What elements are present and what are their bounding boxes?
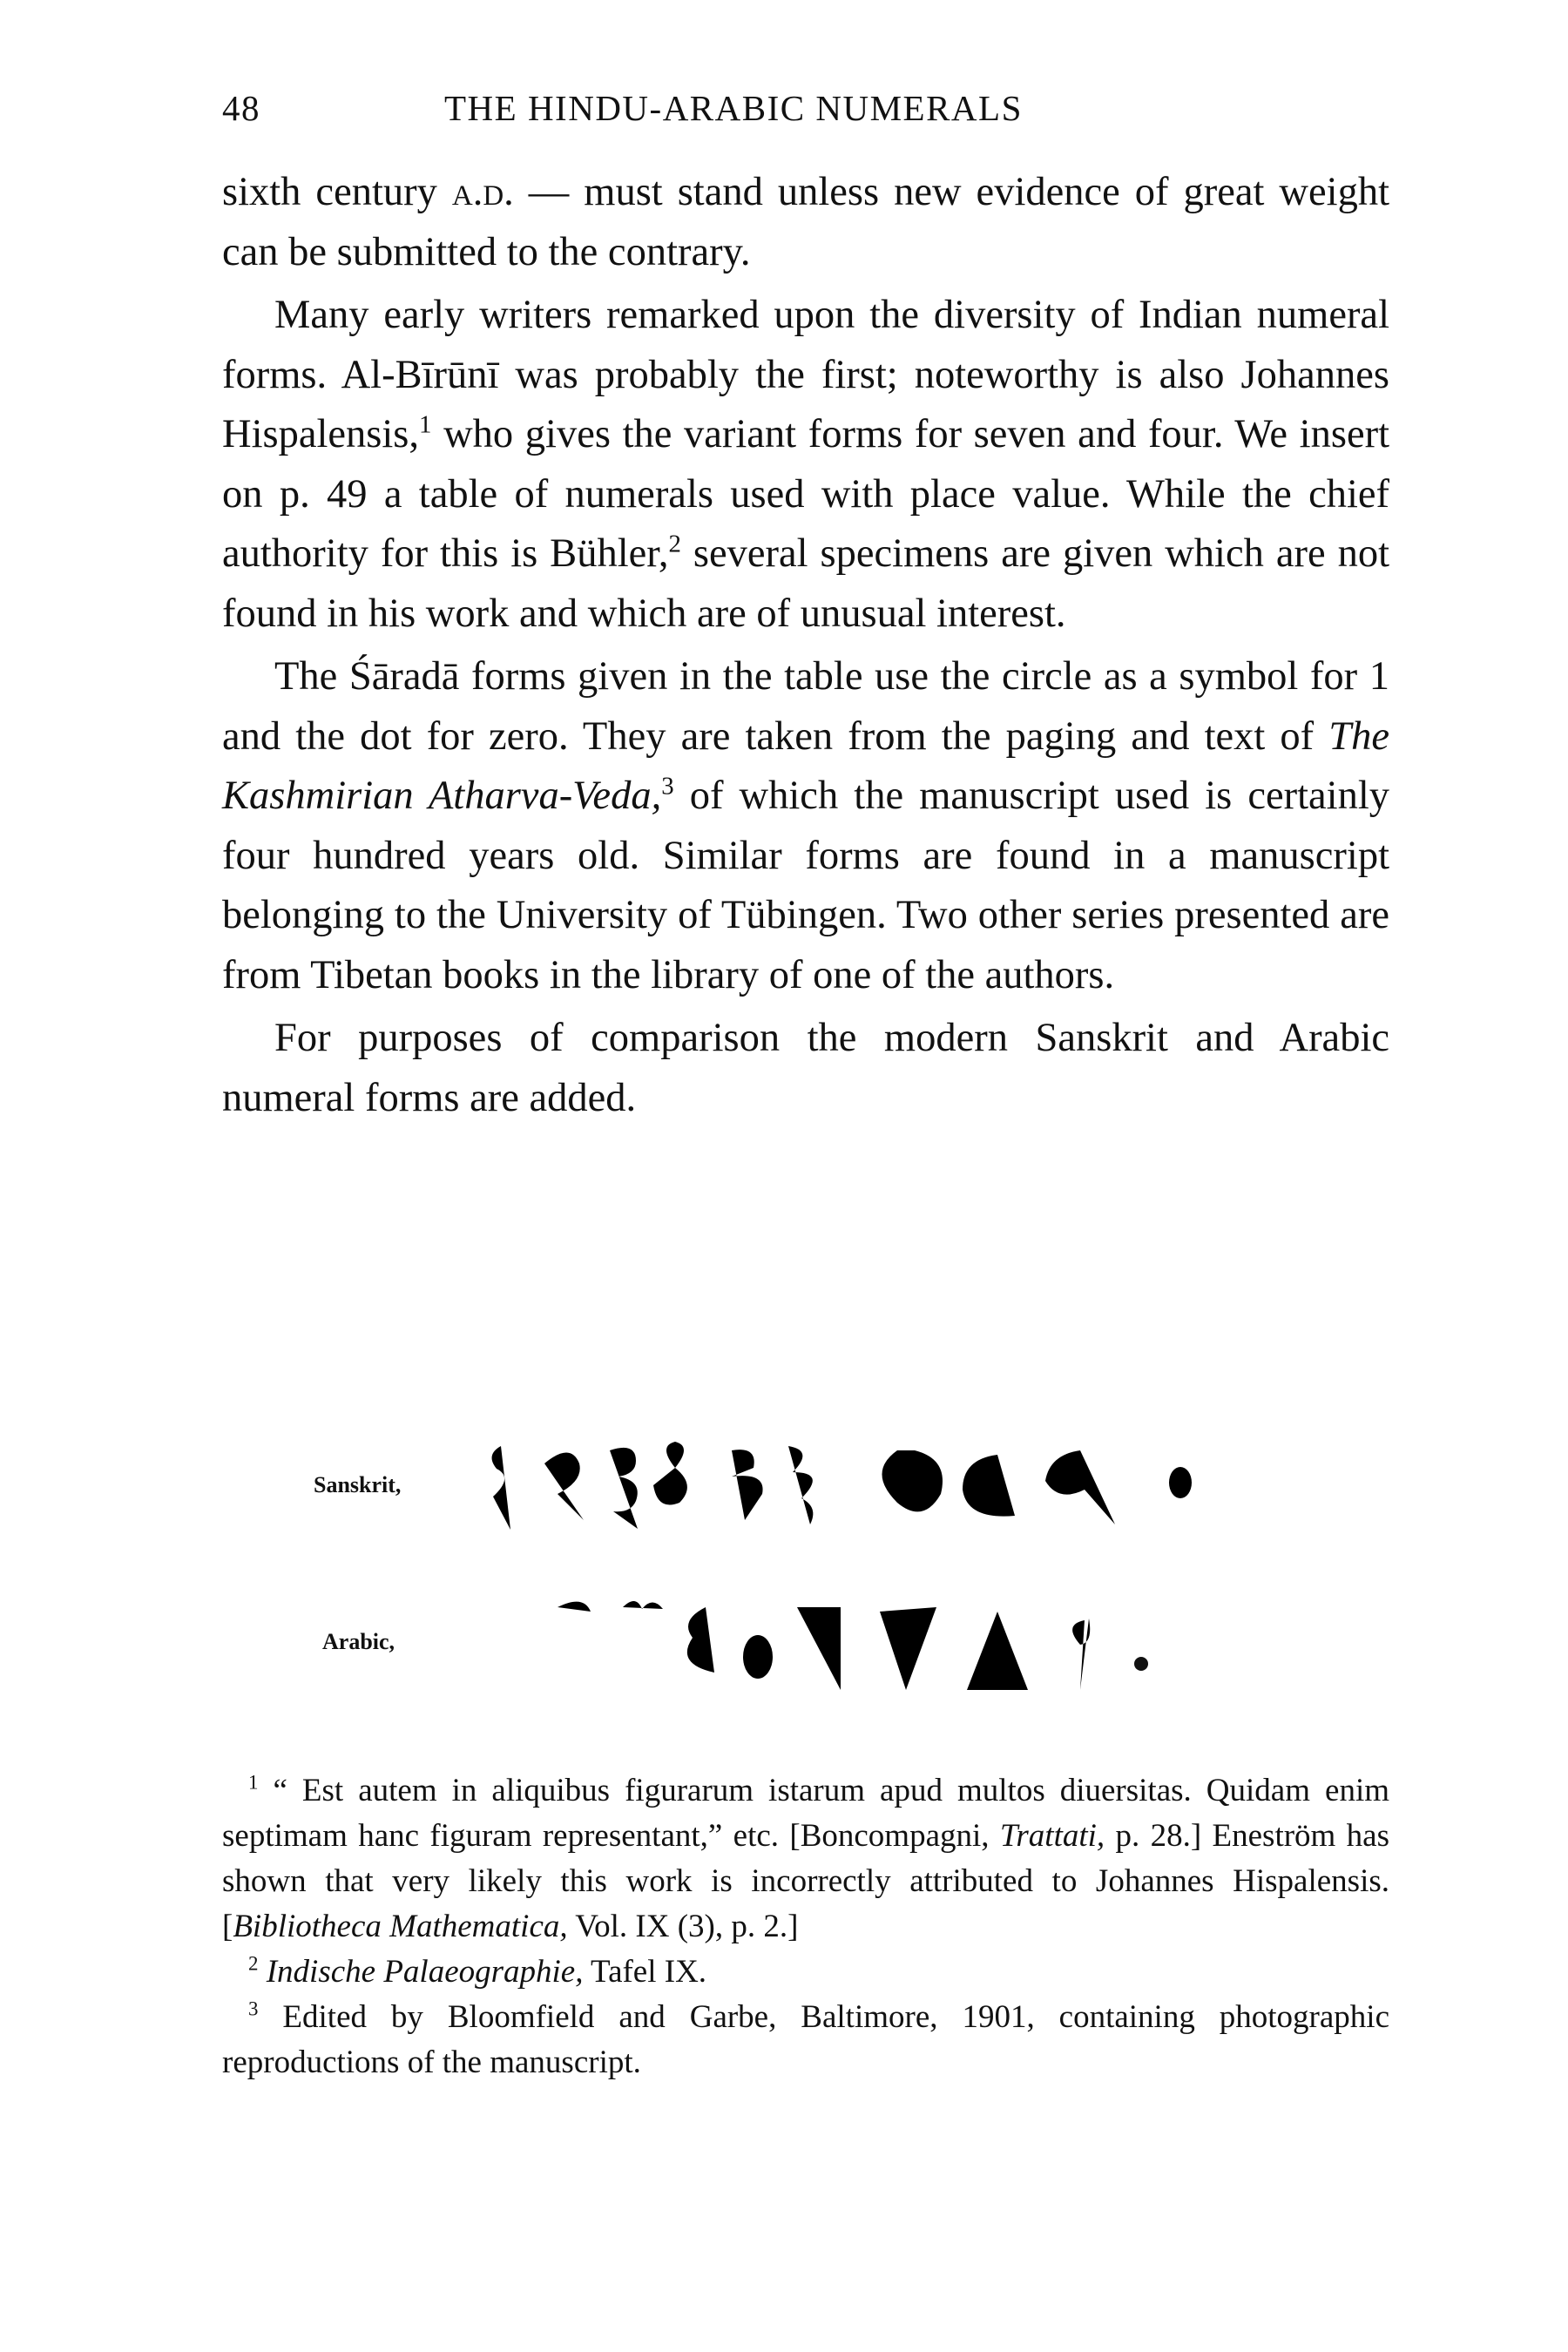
- paragraph-4: For purposes of comparison the modern Sanskrit and Arabic numeral forms are added.: [222, 1016, 1389, 1120]
- sanskrit-digit-1: [492, 1446, 510, 1530]
- arabic-digit-3: [623, 1601, 663, 1690]
- numeral-comparison: [314, 1411, 1315, 1707]
- footnote-marker-1: 1: [248, 1771, 259, 1794]
- arabic-digit-6: [797, 1607, 841, 1690]
- sanskrit-digit-4: [653, 1442, 687, 1505]
- arabic-digit-5: [743, 1635, 773, 1679]
- footnotes: [222, 1768, 1389, 2085]
- footnote-marker-2: 2: [248, 1952, 259, 1975]
- running-title: THE HINDU-ARABIC NUMERALS: [444, 88, 1023, 128]
- running-head: [222, 87, 1407, 139]
- sanskrit-digit-0: [1169, 1467, 1192, 1498]
- sanskrit-digit-7: [882, 1450, 943, 1511]
- sanskrit-digit-9: [1045, 1450, 1115, 1524]
- sanskrit-digit-6: [788, 1446, 813, 1524]
- footnote-1: $^1$ “ Est autem in aliquibus figurarum istarum apud multos diuersitas. Quidam enim septimam hanc figuram representant,” etc. [Boncompagni, Trattati, p. 28.] Eneström has shown that very likely this work is incorrectly attributed to Johannes Hispalensis. [Bibliotheca Mathematica, Vol. IX (3), p. 2.]: [222, 1771, 1389, 1944]
- paragraph-2: Many early writers remarked upon the diversity of Indian numeral forms. Al-Bīrūnī was probably the first; noteworthy is also Johannes Hispalensis,$^1$ who gives the variant forms for seven and four. We insert on p. 49 a table of numerals used with place value. While the chief authority for this is Bühler,$^2$ several specimens are given which are not found in his work and which are of unusual interest.: [222, 293, 1389, 636]
- footnote-ref-3[interactable]: 3: [661, 772, 674, 801]
- sanskrit-digit-3: [610, 1448, 638, 1529]
- arabic-digit-7: [880, 1607, 936, 1690]
- sanskrit-digit-5: [732, 1450, 763, 1520]
- arabic-digit-2: [558, 1602, 591, 1690]
- era-abbrev: a.d.: [451, 170, 514, 214]
- paragraph-3: The Śāradā forms given in the table use the circle as a symbol for 1 and the dot for zero. They are taken from the paging and text of The Kashmirian Atharva-Veda,$^3$ of which the manuscript used is certainly four hundred years old. Similar forms are found in a manuscript belonging to the University of Tübingen. Two other series presented are from Tibetan books in the library of one of the authors.: [222, 654, 1390, 997]
- page-number: 48: [222, 88, 260, 128]
- paragraph-1: sixth century a.d. — must stand unless new evidence of great weight can be submitted to the contrary.: [222, 170, 1389, 274]
- sanskrit-digit-8: [963, 1455, 1015, 1517]
- arabic-label: Arabic,: [322, 1629, 395, 1654]
- arabic-numerals: [470, 1585, 1298, 1699]
- arabic-digit-4: [687, 1607, 714, 1673]
- arabic-digit-9: [1072, 1619, 1090, 1690]
- arabic-digit-0: [1134, 1657, 1148, 1671]
- body-text: [222, 163, 1389, 1128]
- footnote-3: $^3$ Edited by Bloomfield and Garbe, Baltimore, 1901, containing photographic reproductions of the manuscript.: [222, 1997, 1389, 2080]
- arabic-digit-8: [967, 1612, 1028, 1690]
- work-title: The Kashmirian Atharva-Veda,: [222, 713, 1389, 818]
- footnote-ref-2[interactable]: 2: [668, 530, 681, 558]
- footnote-ref-1[interactable]: 1: [419, 410, 432, 439]
- sanskrit-label: Sanskrit,: [314, 1472, 402, 1497]
- footnote-marker-3: 3: [248, 1997, 259, 2020]
- sanskrit-numerals: [470, 1429, 1298, 1542]
- footnote-2: $^2$ Indische Palaeographie, Tafel IX.: [248, 1952, 707, 1990]
- sanskrit-digit-2: [544, 1453, 584, 1521]
